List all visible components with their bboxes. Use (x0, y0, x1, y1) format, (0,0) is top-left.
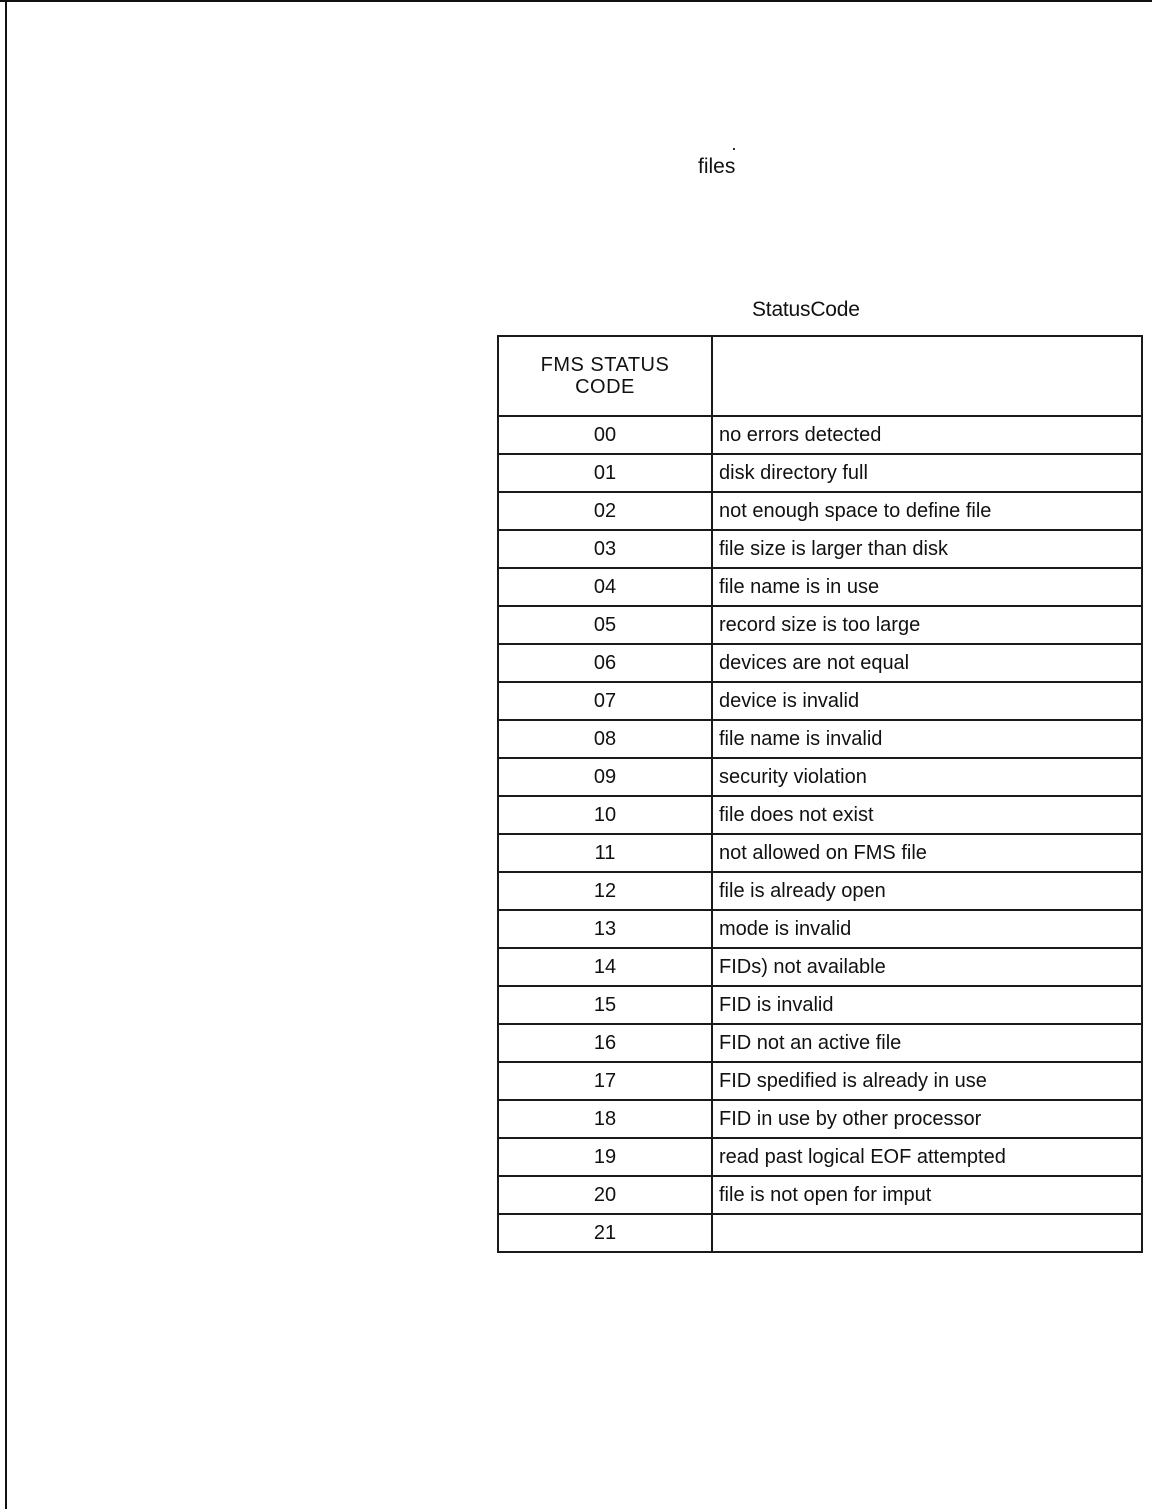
table-row (498, 796, 1142, 834)
table-row (498, 834, 1142, 872)
status-code-cell: 01 (498, 454, 712, 492)
table-row (498, 606, 1142, 644)
status-description-cell: security violation (712, 758, 1142, 796)
status-code-cell: 04 (498, 568, 712, 606)
status-description-cell: record size is too large (712, 606, 1142, 644)
page-border-left (5, 0, 7, 1509)
status-code-cell: 16 (498, 1024, 712, 1062)
table-row (498, 1214, 1142, 1252)
status-description-cell: file name is invalid (712, 720, 1142, 758)
status-description-cell: FID not an active file (712, 1024, 1142, 1062)
status-description-cell: FID spedified is already in use (712, 1062, 1142, 1100)
status-description-cell: FID in use by other processor (712, 1100, 1142, 1138)
header-code-line1: FMS STATUS (540, 354, 670, 376)
status-code-cell: 00 (498, 416, 712, 454)
status-description-cell: no errors detected (712, 416, 1142, 454)
status-description-cell: not enough space to define file (712, 492, 1142, 530)
status-description-cell: file is already open (712, 872, 1142, 910)
header-code (498, 336, 712, 416)
status-description-cell: file does not exist (712, 796, 1142, 834)
table-body (498, 416, 1142, 1252)
table-row (498, 720, 1142, 758)
table-row (498, 644, 1142, 682)
status-code-cell: 13 (498, 910, 712, 948)
table-title: StatusCode (752, 298, 860, 321)
status-code-cell: 11 (498, 834, 712, 872)
status-description-cell: file is not open for imput (712, 1176, 1142, 1214)
table-row (498, 1138, 1142, 1176)
speck-mark (733, 148, 735, 150)
table-row (498, 986, 1142, 1024)
status-code-cell: 02 (498, 492, 712, 530)
status-description-cell: not allowed on FMS file (712, 834, 1142, 872)
status-code-cell: 07 (498, 682, 712, 720)
header-description (712, 336, 1142, 416)
table-row (498, 530, 1142, 568)
status-code-cell: 05 (498, 606, 712, 644)
status-description-cell: devices are not equal (712, 644, 1142, 682)
status-description-cell: mode is invalid (712, 910, 1142, 948)
status-code-cell: 14 (498, 948, 712, 986)
table-row (498, 682, 1142, 720)
status-code-cell: 03 (498, 530, 712, 568)
header-code-line2: CODE (575, 376, 635, 398)
table-row (498, 948, 1142, 986)
table-row (498, 872, 1142, 910)
status-code-cell: 06 (498, 644, 712, 682)
table-row (498, 758, 1142, 796)
table-row (498, 1024, 1142, 1062)
text-fragment: files (698, 155, 736, 178)
status-code-cell: 17 (498, 1062, 712, 1100)
status-code-table (497, 335, 1143, 1253)
status-description-cell: FIDs) not available (712, 948, 1142, 986)
page-border-top (0, 0, 1152, 2)
status-code-cell: 18 (498, 1100, 712, 1138)
status-code-cell: 21 (498, 1214, 712, 1252)
status-description-cell (712, 1214, 1142, 1252)
table-row (498, 454, 1142, 492)
table-row (498, 1062, 1142, 1100)
table-row (498, 568, 1142, 606)
status-code-cell: 09 (498, 758, 712, 796)
status-code-cell: 12 (498, 872, 712, 910)
status-description-cell: FID is invalid (712, 986, 1142, 1024)
status-code-cell: 20 (498, 1176, 712, 1214)
table-row (498, 910, 1142, 948)
table-row (498, 492, 1142, 530)
status-description-cell: file name is in use (712, 568, 1142, 606)
status-code-cell: 15 (498, 986, 712, 1024)
table-row (498, 1100, 1142, 1138)
status-description-cell: device is invalid (712, 682, 1142, 720)
status-code-cell: 10 (498, 796, 712, 834)
status-code-cell: 19 (498, 1138, 712, 1176)
table-header-row (498, 336, 1142, 416)
table-row (498, 1176, 1142, 1214)
table-row (498, 416, 1142, 454)
status-description-cell: read past logical EOF attempted (712, 1138, 1142, 1176)
status-code-cell: 08 (498, 720, 712, 758)
status-description-cell: file size is larger than disk (712, 530, 1142, 568)
status-description-cell: disk directory full (712, 454, 1142, 492)
